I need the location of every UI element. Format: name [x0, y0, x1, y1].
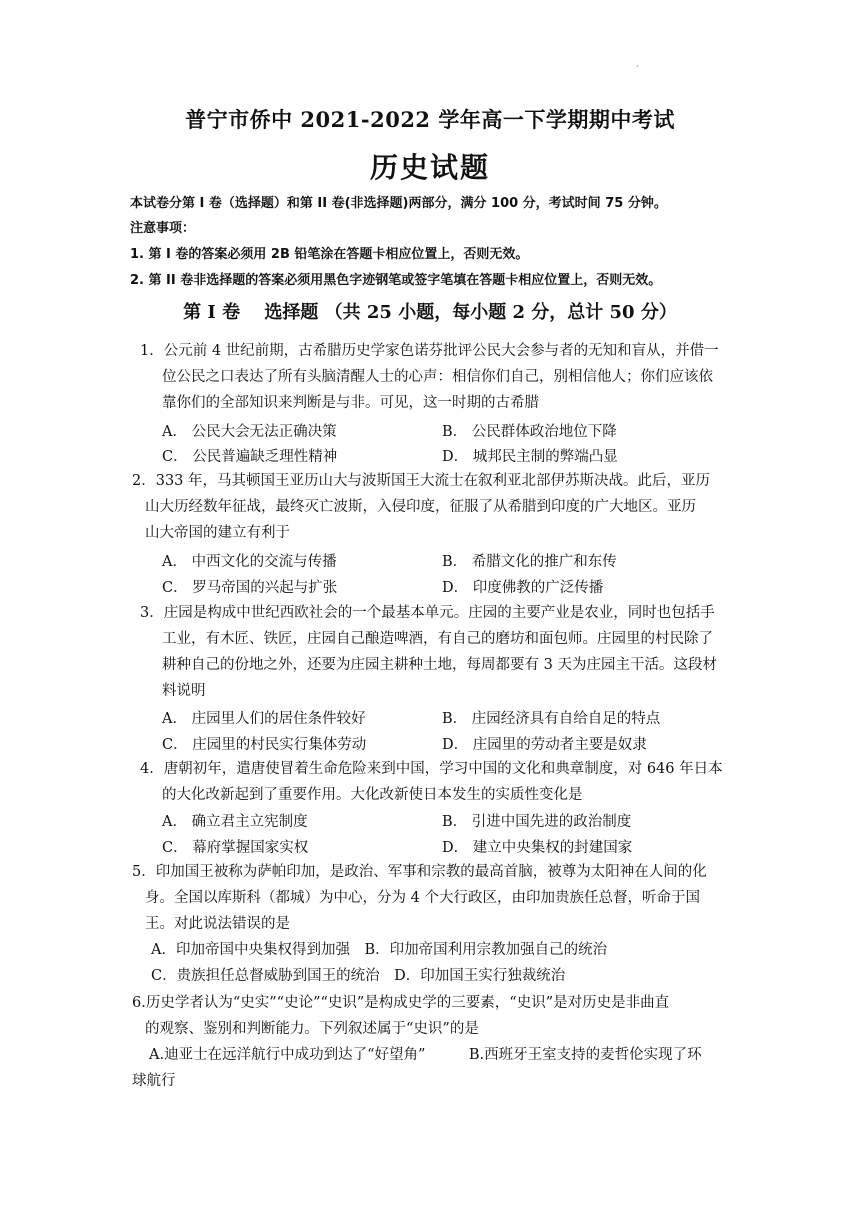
question-1 — [140, 338, 719, 416]
question-line: 3．庄园是构成中世纪西欧社会的一个最基本单元。庄园的主要产业是农业，同时也包括手 — [140, 605, 715, 621]
notes-label: 注意事项： — [130, 221, 196, 236]
question-line: 4．唐朝初年，遣唐使冒着生命危险来到中国，学习中国的文化和典章制度，对 646 年日本 — [140, 761, 723, 777]
question-line: 5．印加国王被称为萨帕印加，是政治、军事和宗教的最高首脑，被尊为太阳神在人间的化 — [132, 864, 707, 880]
option-c: C． 罗马帝国的兴起与扩张 — [162, 580, 338, 596]
question-line: 的观察、鉴别和判断能力。下列叙述属于“史识”的是 — [145, 1021, 479, 1037]
question-4 — [140, 756, 723, 808]
option-d: D． 城邦民主制的弊端凸显 — [442, 449, 618, 465]
note-2: 2. 第 II 卷非选择题的答案必须用黑色字迹钢笔或签字笔填在答题卡相应位置上，否则无效。 — [130, 273, 662, 288]
question-line: 山大帝国的建立有利于 — [145, 525, 290, 541]
question-option-line: A.迪亚士在远洋航行中成功到达了“好望角” B.西班牙王室支持的麦哲伦实现了环 — [149, 1047, 702, 1063]
corner-dot: · — [636, 62, 639, 71]
question-option-line: A．印加帝国中央集权得到加强 B．印加帝国利用宗教加强自己的统治 — [151, 942, 608, 958]
option-b: B． 引进中国先进的政治制度 — [442, 814, 632, 830]
option-b: B． 公民群体政治地位下降 — [442, 424, 617, 440]
question-6 — [132, 990, 702, 1094]
option-b: B． 希腊文化的推广和东传 — [442, 554, 617, 570]
option-a: A． 确立君主立宪制度 — [162, 814, 308, 830]
question-line: 山大历经数年征战，最终灭亡波斯，入侵印度，征服了从希腊到印度的广大地区。亚历 — [145, 499, 696, 515]
question-line: 身。全国以库斯科（都城）为中心，分为 4 个大行政区，由印加贵族任总督，听命于国 — [145, 890, 700, 906]
question-line: 位公民之口表达了所有头脑清醒人士的心声：相信你们自己，别相信他人；你们应该依 — [162, 369, 713, 385]
option-d: D． 建立中央集权的封建国家 — [442, 840, 633, 856]
question-line: 2．333 年，马其顿国王亚历山大与波斯国王大流士在叙利亚北部伊苏斯决战。此后，亚历 — [132, 473, 711, 489]
option-a: A． 中西文化的交流与传播 — [162, 554, 337, 570]
option-c: C． 幕府掌握国家实权 — [162, 840, 309, 856]
exam-subtitle: 历史试题 — [369, 151, 490, 184]
exam-intro: 本试卷分第 I 卷（选择题）和第 II 卷(非选择题)两部分，满分 100 分，考试时间 75 分钟。 — [130, 196, 667, 211]
question-line: 的大化改新起到了重要作用。大化改新使日本发生的实质性变化是 — [162, 787, 583, 803]
question-line: 耕种自己的份地之外，还要为庄园主耕种土地，每周都要有 3 天为庄园主干活。这段材 — [162, 657, 717, 673]
note-1: 1. 第 I 卷的答案必须用 2B 铅笔涂在答题卡相应位置上，否则无效。 — [130, 247, 529, 262]
question-2 — [132, 468, 710, 546]
option-c: C． 公民普遍缺乏理性精神 — [162, 449, 338, 465]
option-c: C． 庄园里的村民实行集体劳动 — [162, 737, 367, 753]
question-line: 料说明 — [162, 683, 206, 699]
question-line: 6.历史学者认为“史实”“史论”“史识”是构成史学的三要素，“史识”是对历史是非曲直 — [132, 995, 670, 1011]
option-d: D． 庄园里的劳动者主要是奴隶 — [442, 737, 647, 753]
question-line: 1．公元前 4 世纪前期，古希腊历史学家色诺芬批评公民大会参与者的无知和盲从，并借一 — [140, 343, 719, 359]
question-option-line: C．贵族担任总督威胁到国王的统治 D．印加国王实行独裁统治 — [151, 968, 566, 984]
question-line: 王。对此说法错误的是 — [145, 916, 290, 932]
option-a: A． 公民大会无法正确决策 — [162, 424, 337, 440]
section-title: 第 I 卷 选择题 （共 25 小题，每小题 2 分，总计 50 分） — [183, 302, 677, 323]
question-line: 工业，有木匠、铁匠，庄园自己酿造啤酒，有自己的磨坊和面包师。庄园里的村民除了 — [162, 631, 713, 647]
question-line: 靠你们的全部知识来判断是与非。可见，这一时期的古希腊 — [162, 395, 539, 411]
option-d: D． 印度佛教的广泛传播 — [442, 580, 604, 596]
question-option-line: 球航行 — [132, 1073, 176, 1089]
option-a: A． 庄园里人们的居住条件较好 — [162, 711, 366, 727]
question-5 — [132, 859, 707, 989]
question-3 — [140, 600, 717, 704]
option-b: B． 庄园经济具有自给自足的特点 — [442, 711, 661, 727]
exam-title: 普宁市侨中 2021-2022 学年高一下学期期中考试 — [185, 107, 675, 132]
